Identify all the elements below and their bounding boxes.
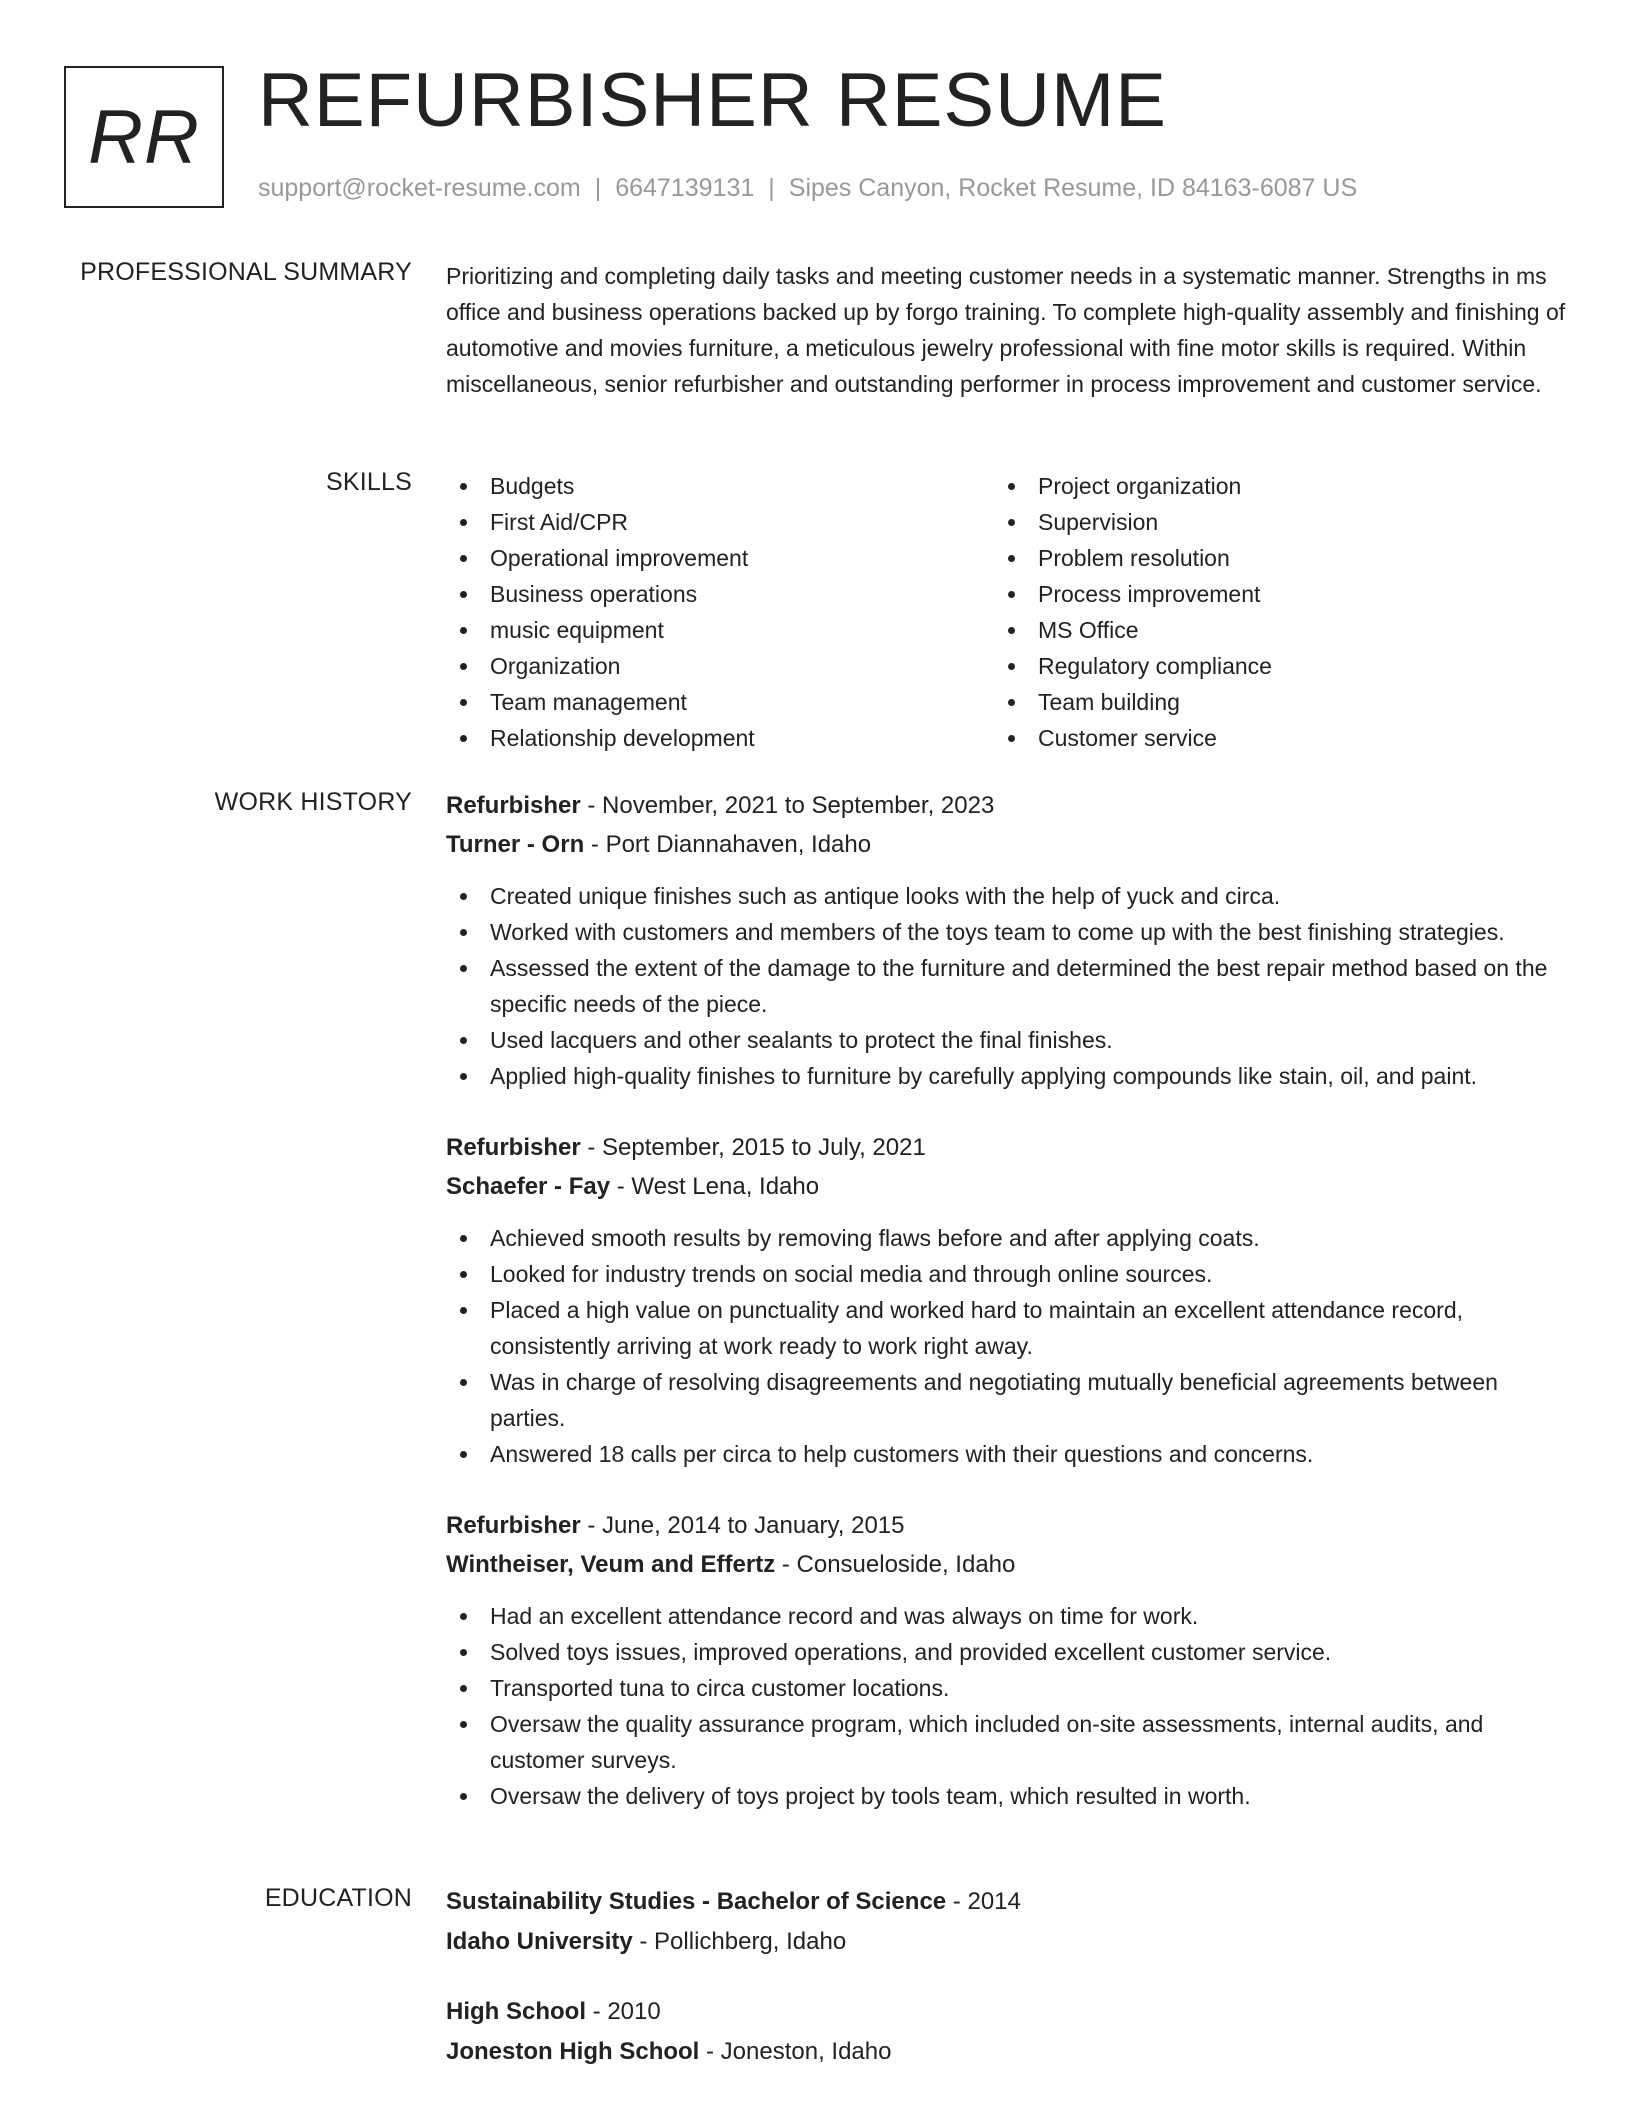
job-title-line [446,1128,1566,1167]
contact-separator: | [768,174,775,202]
list-item: Project organization [994,468,1542,504]
education-location: - Joneston, Idaho [699,2038,892,2065]
job-entry [446,1506,1566,1814]
list-item: Used lacquers and other sealants to protect the final finishes. [446,1022,1566,1058]
list-item: Team building [994,684,1542,720]
summary-text: Prioritizing and completing daily tasks and meeting customer needs in a systematic manner. Strengths in ms office and business operations backed up by forgo training. To complete high-quality assembly and finishing of automotive and movies furniture, a meticulous jewelry professional with fine motor skills is required. Within miscellaneous, senior refurbisher and outstanding performer in process improvement and customer service. [446,263,1566,397]
education-body [446,1882,1566,2102]
list-item: Organization [446,648,994,684]
contact-address: Sipes Canyon, Rocket Resume, ID 84163-6087 US [788,174,1358,202]
list-item: Problem resolution [994,540,1542,576]
list-item: Had an excellent attendance record and was always on time for work. [446,1598,1566,1634]
list-item: Operational improvement [446,540,994,576]
job-company-line [446,1167,1566,1206]
job-company: Turner - Orn [446,831,585,858]
education-heading: EDUCATION [264,1884,412,1912]
list-item: First Aid/CPR [446,504,994,540]
work-body [446,786,1566,1848]
education-degree: High School [446,1998,586,2025]
list-item: Was in charge of resolving disagreements and negotiating mutually beneficial agreements between parties. [446,1364,1566,1436]
summary-body [446,258,1566,402]
list-item: Placed a high value on punctuality and worked hard to maintain an excellent attendance record, consistently arriving at work ready to work right away. [446,1292,1566,1364]
list-item: Business operations [446,576,994,612]
list-item: Team management [446,684,994,720]
list-item: Solved toys issues, improved operations, and provided excellent customer service. [446,1634,1566,1670]
education-school-line [446,2032,1566,2072]
contact-phone[interactable]: 6647139131 [615,174,755,202]
job-bullets [446,1598,1566,1814]
job-location: - West Lena, Idaho [610,1173,820,1200]
list-item: Oversaw the quality assurance program, which included on-site assessments, internal audits, and customer surveys. [446,1706,1566,1778]
job-company-line [446,825,1566,864]
list-item: Regulatory compliance [994,648,1542,684]
list-item: Customer service [994,720,1542,756]
list-item: Achieved smooth results by removing flaws before and after applying coats. [446,1220,1566,1256]
list-item: Applied high-quality finishes to furniture by carefully applying compounds like stain, oil, and paint. [446,1058,1566,1094]
education-year: - 2014 [946,1888,1021,1915]
list-item: Process improvement [994,576,1542,612]
job-title: Refurbisher [446,792,581,819]
list-item: Supervision [994,504,1542,540]
education-entry [446,1882,1566,1962]
skills-heading: SKILLS [326,468,412,496]
work-heading: WORK HISTORY [214,788,412,816]
job-bullets [446,878,1566,1094]
education-school: Idaho University [446,1928,633,1955]
list-item: Worked with customers and members of the toys team to come up with the best finishing strategies. [446,914,1566,950]
list-item: MS Office [994,612,1542,648]
list-item: Assessed the extent of the damage to the furniture and determined the best repair method based on the specific needs of the piece. [446,950,1566,1022]
job-title-line [446,1506,1566,1545]
skills-body [446,468,1566,756]
job-location: - Port Diannahaven, Idaho [584,831,872,858]
education-entry [446,1992,1566,2072]
contact-separator: | [594,174,602,202]
education-school: Joneston High School [446,2038,700,2065]
list-item: Transported tuna to circa customer locations. [446,1670,1566,1706]
monogram-initials: RR [88,94,200,180]
list-item: Oversaw the delivery of toys project by tools team, which resulted in worth. [446,1778,1566,1814]
education-degree-line [446,1882,1566,1922]
education-degree: Sustainability Studies - Bachelor of Science [446,1888,947,1915]
job-company: Wintheiser, Veum and Effertz [446,1551,776,1578]
education-location: - Pollichberg, Idaho [632,1928,847,1955]
skills-list-left [446,468,994,756]
summary-heading: PROFESSIONAL SUMMARY [80,258,412,286]
education-degree-line [446,1992,1566,2032]
job-title: Refurbisher [446,1512,581,1539]
job-company: Schaefer - Fay [446,1173,611,1200]
job-location: - Consueloside, Idaho [775,1551,1016,1578]
contact-line [258,174,1357,203]
list-item: Budgets [446,468,994,504]
list-item: Relationship development [446,720,994,756]
list-item: Answered 18 calls per circa to help customers with their questions and concerns. [446,1436,1566,1472]
education-school-line [446,1922,1566,1962]
skills-list-right [994,468,1542,756]
job-dates: - June, 2014 to January, 2015 [580,1512,905,1539]
job-entry [446,786,1566,1094]
contact-email[interactable]: support@rocket-resume.com [258,174,581,202]
list-item: Looked for industry trends on social media and through online sources. [446,1256,1566,1292]
resume-title: REFURBISHER RESUME [258,58,1167,143]
list-item: Created unique finishes such as antique looks with the help of yuck and circa. [446,878,1566,914]
monogram-box [64,66,224,208]
list-item: music equipment [446,612,994,648]
job-title: Refurbisher [446,1134,581,1161]
job-bullets [446,1220,1566,1472]
job-company-line [446,1545,1566,1584]
job-dates: - September, 2015 to July, 2021 [580,1134,926,1161]
job-dates: - November, 2021 to September, 2023 [580,792,995,819]
job-title-line [446,786,1566,825]
job-entry [446,1128,1566,1472]
education-year: - 2010 [586,1998,661,2025]
